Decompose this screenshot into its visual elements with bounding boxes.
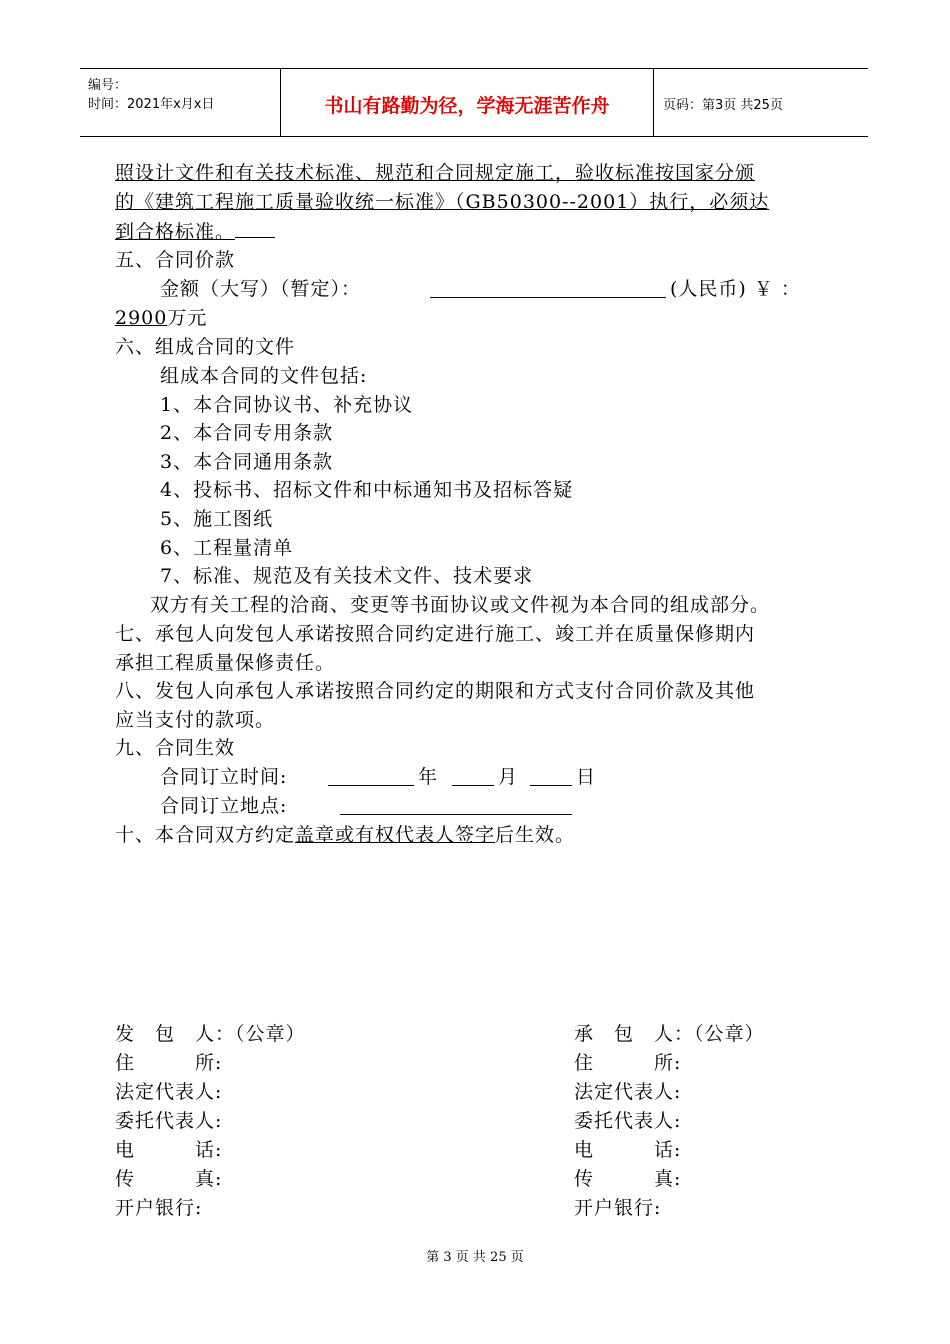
sign-place-blank [340,796,572,815]
doc-list-item: 4、投标书、招标文件和中标通知书及招标答疑 [160,479,574,501]
employer-label: 发 包 人：（公章） [115,1023,306,1045]
doc-list-item: 2、本合同专用条款 [160,422,334,444]
header-motto-cell [280,69,654,136]
amount-line [115,306,207,330]
contractor-label: 承 包 人：（公章） [574,1023,765,1045]
amount-value: 2900 [115,307,168,329]
section-10-underlined: 盖章或有权代表人签字 [295,824,496,846]
section-5-title: 五、合同价款 [115,249,236,271]
employer-fax-label: 传 真: [115,1168,223,1190]
section-10-suffix: 后生效。 [495,824,576,846]
document-number-label: 编号： [88,78,128,93]
section-6-note: 双方有关工程的洽商、变更等书面协议或文件视为本合同的组成部分。 [150,594,771,616]
doc-list-item: 1、本合同协议书、补充协议 [160,394,414,416]
section-7-line-1: 七、承包人向发包人承诺按照合同约定进行施工、竣工并在质量保修期内 [115,623,756,645]
section-7-line-2: 承担工程质量保修责任。 [115,652,336,674]
underline-blank [235,219,275,238]
doc-list-item: 5、施工图纸 [160,508,274,530]
header-page-info: 页码：第3页 共25页 [663,98,783,113]
page-header [80,68,868,137]
section-9-title: 九、合同生效 [115,737,236,759]
employer-bank-label: 开户银行: [115,1197,203,1219]
sign-month-blank [452,767,494,786]
header-meta-cell [80,69,280,136]
sign-year-blank [328,767,414,786]
employer-legal-rep-label: 法定代表人: [115,1081,223,1103]
contractor-fax-label: 传 真: [574,1168,682,1190]
year-label: 年 [418,766,439,788]
section-6-intro: 组成本合同的文件包括: [160,365,368,387]
document-date: 时间：2021年x月x日 [88,97,215,112]
sign-time-label: 合同订立时间: [160,766,288,788]
contractor-bank-label: 开户银行: [574,1197,662,1219]
page-footer: 第 3 页 共 25 页 [426,1250,524,1265]
header-page-cell [653,69,868,136]
header-motto: 书山有路勤为径，学海无涯苦作舟 [324,95,610,117]
sign-place-label: 合同订立地点: [160,795,288,817]
contractor-agent-label: 委托代表人: [574,1110,682,1132]
doc-list-item: 3、本合同通用条款 [160,451,334,473]
section-10 [115,823,575,847]
sign-day-blank [530,767,572,786]
doc-list-item: 6、工程量清单 [160,537,294,559]
section-8-line-2: 应当支付的款项。 [115,709,276,731]
contractor-address-label: 住 所: [574,1052,682,1074]
employer-address-label: 住 所: [115,1052,223,1074]
body-line-3 [115,219,275,244]
employer-phone-label: 电 话: [115,1139,223,1161]
section-8-line-1: 八、发包人向承包人承诺按照合同约定的期限和方式支付合同价款及其他 [115,680,756,702]
contractor-legal-rep-label: 法定代表人: [574,1081,682,1103]
doc-list-item: 7、标准、规范及有关技术文件、技术要求 [160,565,534,587]
acceptance-standard-text: 到合格标准。 [115,221,236,243]
body-line-1: 照设计文件和有关技术标准、规范和合同规定施工，验收标准按国家分颁 [115,162,756,184]
contractor-phone-label: 电 话: [574,1139,682,1161]
amount-label: 金额（大写）（暂定）： [160,278,362,300]
amount-words-blank [430,279,666,298]
section-6-title: 六、组成合同的文件 [115,336,296,358]
section-10-prefix: 十、本合同双方约定 [115,824,296,846]
amount-unit: 万元 [167,307,208,329]
employer-agent-label: 委托代表人: [115,1110,223,1132]
month-label: 月 [498,766,519,788]
day-label: 日 [576,766,597,788]
rmb-label: (人民币) ￥ ： [670,278,801,300]
body-line-2: 的《建筑工程施工质量验收统一标准》（GB50300--2001）执行，必须达 [115,191,770,213]
